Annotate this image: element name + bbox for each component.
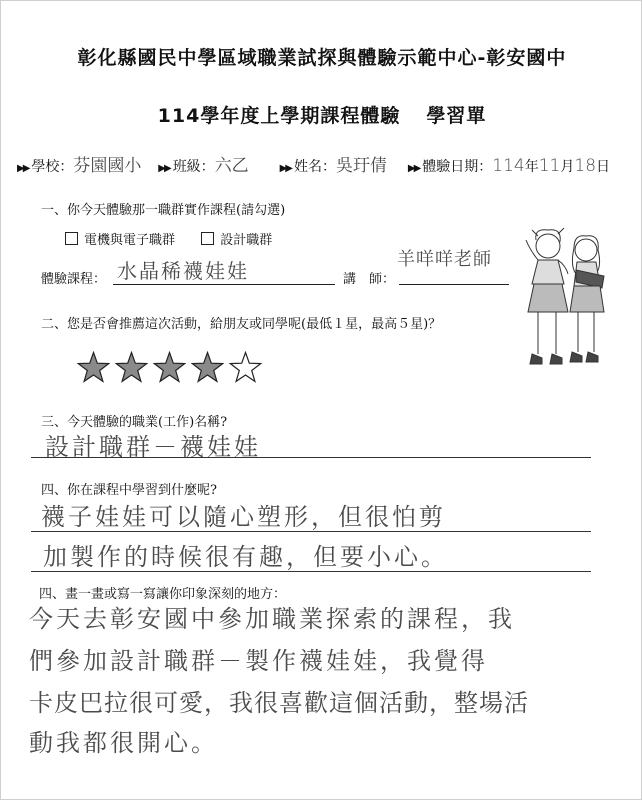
q5-answer-line4[interactable]: 動我都很開心。 <box>29 729 218 757</box>
q3-answer[interactable]: 設計職群－襪娃娃 <box>45 433 261 461</box>
checkbox-electrical[interactable] <box>65 232 78 245</box>
date-year[interactable]: 114 <box>492 156 525 176</box>
info-row <box>17 151 610 176</box>
school-label: 學校： <box>31 159 74 175</box>
triangle-marker-icon: ▶▶ <box>17 163 29 174</box>
page-subtitle <box>1 101 642 128</box>
q5-answer-line1[interactable]: 今天去彰安國中參加職業探索的課程，我 <box>29 605 515 633</box>
q1-options <box>65 229 272 248</box>
course-field[interactable] <box>113 257 335 285</box>
star-filled-icon[interactable] <box>153 351 186 384</box>
teacher-label: 講 師： <box>343 272 396 287</box>
q5-prompt: 四、畫一畫或寫一寫讓你印象深刻的地方： <box>39 587 287 602</box>
q1-prompt: 一、你今天體驗那一職群實作課程(請勾選) <box>41 203 286 218</box>
teacher-value: 羊咩咩老師 <box>397 249 492 270</box>
students-illustration-icon <box>516 226 616 376</box>
date-label: 體驗日期： <box>422 159 493 175</box>
school-value[interactable]: 芬園國小 <box>73 156 142 176</box>
subtitle-course: 114學年度上學期課程體驗 <box>157 105 401 127</box>
q3-answer-line <box>31 457 591 458</box>
q5-answer-line3[interactable]: 卡皮巴拉很可愛，我很喜歡這個活動，整場活 <box>29 689 529 717</box>
class-label: 班級： <box>172 159 215 175</box>
date-day[interactable]: 18 <box>574 156 597 176</box>
triangle-marker-icon: ▶▶ <box>279 163 291 174</box>
name-value[interactable]: 吳玗倩 <box>335 156 387 176</box>
subtitle-worksheet: 學習單 <box>426 105 487 127</box>
q4-answer-line2[interactable]: 加製作的時候很有趣，但要小心。 <box>43 543 448 571</box>
checkbox-design[interactable] <box>201 232 214 245</box>
course-value: 水晶稀襪娃娃 <box>117 259 249 283</box>
q4-answer-line1[interactable]: 襪子娃娃可以隨心塑形，但很怕剪 <box>41 503 446 531</box>
date-year-unit: 年 <box>524 159 539 175</box>
date-month-unit: 月 <box>560 159 575 175</box>
q4-answer-rule2 <box>31 571 591 572</box>
triangle-marker-icon: ▶▶ <box>407 163 420 174</box>
star-filled-icon[interactable] <box>191 351 224 384</box>
q4-prompt: 四、你在課程中學習到什麼呢? <box>41 483 217 498</box>
q3-prompt: 三、今天體驗的職業(工作)名稱? <box>41 415 228 430</box>
option-design: 設計職群 <box>220 233 273 248</box>
q5-answer-line2[interactable]: 們參加設計職群－製作襪娃娃，我覺得 <box>29 647 488 675</box>
course-label: 體驗課程： <box>41 272 107 287</box>
date-day-unit: 日 <box>596 159 611 175</box>
class-value[interactable]: 六乙 <box>214 156 249 176</box>
name-label: 姓名： <box>293 159 336 175</box>
star-filled-icon[interactable] <box>115 351 148 384</box>
teacher-field[interactable] <box>397 249 509 285</box>
star-rating[interactable] <box>77 351 267 388</box>
q2-prompt: 二、您是否會推薦這次活動，給朋友或同學呢(最低１星，最高５星)？ <box>41 317 442 332</box>
date-month[interactable]: 11 <box>538 156 561 176</box>
page-title: 彰化縣國民中學區域職業試探與體驗示範中心-彰安國中 <box>77 47 567 69</box>
triangle-marker-icon: ▶▶ <box>158 163 170 174</box>
q4-answer-rule1 <box>31 531 591 532</box>
option-electrical: 電機與電子職群 <box>84 233 176 248</box>
star-filled-icon[interactable] <box>77 351 110 384</box>
star-empty-icon[interactable] <box>229 351 262 384</box>
